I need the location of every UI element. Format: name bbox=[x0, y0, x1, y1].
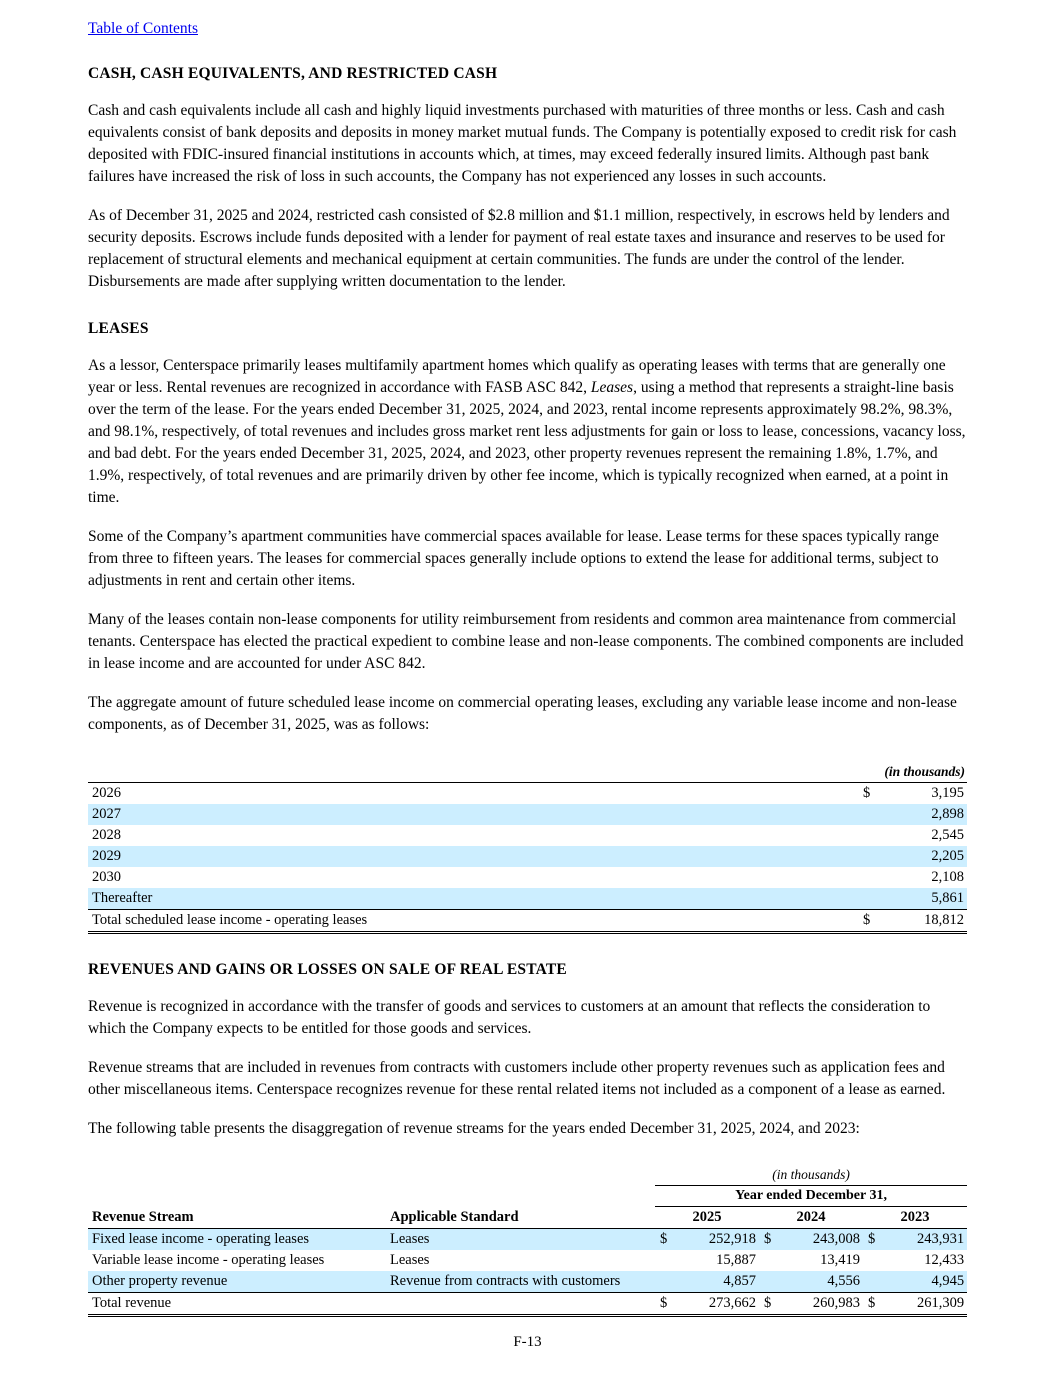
units-label: (in thousands) bbox=[88, 762, 967, 783]
period-row bbox=[88, 1186, 967, 1207]
leases-paragraph-1-text-after: , using a method that represents a straight-line basis over the term of the lease. For the years ended December 31, 2025, 2024, and 2023, rental income represents approximately 98.2%, 98.3%, and 98.1%, respectively, of total revenues and includes gross market rent less adjustments for gain or loss to lease, concessions, vacancy loss, and bad debt. For the years ended December 31, 2025, 2024, and 2023, other property revenues represent the remaining 1.8%, 1.7%, and 1.9%, respectively, of total revenues and are primarily driven by other fee income, which is typically recognized when earned, at a point in time. bbox=[88, 379, 966, 506]
table-total-row bbox=[88, 1293, 967, 1316]
total-value-cell: 261,309 bbox=[881, 1293, 967, 1316]
year-header: 2023 bbox=[863, 1207, 967, 1229]
leases-section-heading: LEASES bbox=[88, 320, 149, 337]
revenue-stream-header: Revenue Stream bbox=[88, 1207, 386, 1229]
table-row bbox=[88, 867, 967, 888]
dollar-sign-cell bbox=[858, 804, 882, 825]
value-cell: 3,195 bbox=[931, 785, 965, 801]
dollar-sign-cell: $ bbox=[655, 1229, 673, 1251]
units-row bbox=[88, 762, 967, 783]
leases-paragraph-2: Some of the Company’s apartment communities have commercial spaces available for lease. Lease terms for these spaces typically range from three to fifteen years. The leases for commercial spaces generally include options to extend the lease for additional terms, subject to adjustments in rent and certain other items. bbox=[88, 528, 939, 589]
dollar-sign-cell: $ bbox=[863, 1293, 881, 1316]
applicable-standard-header: Applicable Standard bbox=[386, 1207, 655, 1229]
dollar-sign-cell: $ bbox=[863, 785, 871, 801]
dollar-sign-cell: $ bbox=[759, 1293, 777, 1316]
table-row bbox=[88, 783, 967, 805]
value-cell: 252,918 bbox=[673, 1229, 759, 1251]
value-cell: 2,108 bbox=[931, 869, 965, 885]
lease-income-table bbox=[88, 762, 967, 934]
spacer-cell bbox=[386, 1293, 655, 1316]
table-of-contents-link[interactable]: Table of Contents bbox=[88, 20, 198, 37]
dollar-sign-cell: $ bbox=[863, 1229, 881, 1251]
value-cell: 2,898 bbox=[882, 804, 967, 825]
leases-paragraph-4: The aggregate amount of future scheduled lease income on commercial operating leases, excluding any variable lease income and non-lease components, as of December 31, 2025, was as follows: bbox=[88, 694, 957, 733]
leases-italic-term: Leases bbox=[590, 379, 634, 396]
revenue-section-heading: REVENUES AND GAINS OR LOSSES ON SALE OF REAL ESTATE bbox=[88, 961, 567, 978]
value-cell: 4,857 bbox=[673, 1271, 759, 1293]
units-row bbox=[88, 1165, 967, 1186]
total-label-cell: Total scheduled lease income - operating leases bbox=[88, 910, 858, 933]
stream-cell: Variable lease income - operating leases bbox=[92, 1252, 325, 1268]
table-row bbox=[88, 846, 967, 867]
cash-paragraph-2: As of December 31, 2025 and 2024, restricted cash consisted of $2.8 million and $1.1 million, respectively, in escrows held by lenders and security deposits. Escrows include funds deposited with a lender for payment of real estate taxes and insurance and reserves to be used for replacement of structural elements and mechanical equipment at certain communities. The funds are under the control of the lender. Disbursements are made after supplying written documentation to the lender. bbox=[88, 207, 950, 290]
cash-section-heading: CASH, CASH EQUIVALENTS, AND RESTRICTED CASH bbox=[88, 65, 498, 82]
total-label-cell: Total revenue bbox=[88, 1293, 386, 1316]
dollar-sign-cell bbox=[858, 846, 882, 867]
standard-cell: Leases bbox=[390, 1252, 430, 1268]
year-cell: 2030 bbox=[92, 869, 121, 885]
dollar-sign-cell bbox=[858, 867, 882, 888]
leases-paragraph-3: Many of the leases contain non-lease components for utility reimbursement from residents and common area maintenance from commercial tenants. Centerspace has elected the practical expedient to combine lease and non-lease components. The combined components are included in lease income and are accounted for under ASC 842. bbox=[88, 611, 964, 672]
standard-cell: Revenue from contracts with customers bbox=[386, 1271, 655, 1293]
year-header: 2025 bbox=[655, 1207, 759, 1229]
total-value-cell: 18,812 bbox=[882, 910, 967, 933]
standard-cell: Leases bbox=[386, 1229, 655, 1251]
total-value-cell: 260,983 bbox=[777, 1293, 863, 1316]
stream-cell: Fixed lease income - operating leases bbox=[88, 1229, 386, 1251]
table-row bbox=[88, 1250, 967, 1271]
value-cell: 2,205 bbox=[882, 846, 967, 867]
table-row bbox=[88, 888, 967, 910]
dollar-sign-cell bbox=[863, 1250, 881, 1271]
table-row bbox=[88, 1271, 967, 1293]
value-cell: 243,008 bbox=[777, 1229, 863, 1251]
spacer-cell bbox=[88, 1186, 655, 1207]
dollar-sign-cell bbox=[655, 1271, 673, 1293]
table-total-row bbox=[88, 910, 967, 933]
dollar-sign-cell bbox=[655, 1250, 673, 1271]
value-cell: 15,887 bbox=[716, 1252, 756, 1268]
year-cell: 2029 bbox=[88, 846, 858, 867]
value-cell: 4,945 bbox=[881, 1271, 967, 1293]
year-cell: 2027 bbox=[88, 804, 858, 825]
year-cell: 2026 bbox=[92, 785, 121, 801]
column-header-row bbox=[88, 1207, 967, 1229]
revenue-paragraph-3: The following table presents the disaggregation of revenue streams for the years ended December 31, 2025, 2024, and 2023: bbox=[88, 1120, 860, 1137]
table-row bbox=[88, 1229, 967, 1251]
table-row bbox=[88, 825, 967, 846]
leases-paragraph-1-text: As a lessor, Centerspace primarily leases multifamily apartment homes which qualify as operating leases with terms that are generally one year or less. Rental revenues are recognized in accordance with FASB ASC 842, bbox=[88, 357, 946, 396]
dollar-sign-cell: $ bbox=[759, 1229, 777, 1251]
stream-cell: Other property revenue bbox=[88, 1271, 386, 1293]
dollar-sign-cell bbox=[759, 1271, 777, 1293]
revenue-paragraph-1: Revenue is recognized in accordance with the transfer of goods and services to customers at an amount that reflects the consideration to which the Company expects to be entitled for those goods and services. bbox=[88, 998, 931, 1037]
dollar-sign-cell bbox=[863, 1271, 881, 1293]
page-number: F-13 bbox=[513, 1334, 542, 1350]
value-cell: 2,545 bbox=[931, 827, 965, 843]
revenue-paragraph-2: Revenue streams that are included in revenues from contracts with customers include other property revenues such as application fees and other miscellaneous items. Centerspace recognizes revenue for these rental related items not included as a component of a lease as earned. bbox=[88, 1059, 946, 1098]
cash-paragraph-1: Cash and cash equivalents include all cash and highly liquid investments purchased with maturities of three months or less. Cash and cash equivalents consist of bank deposits and deposits in money market mutual funds. The Company is potentially exposed to credit risk for cash deposited with FDIC-insured financial institutions in accounts which, at times, may exceed federally insured limits. Although past bank failures have increased the risk of loss in such accounts, the Company has not experienced any losses in such accounts. bbox=[88, 102, 957, 185]
dollar-sign-cell bbox=[858, 825, 882, 846]
total-value-cell: 273,662 bbox=[673, 1293, 759, 1316]
leases-paragraph-1 bbox=[88, 355, 967, 509]
value-cell: 13,419 bbox=[820, 1252, 860, 1268]
value-cell: 243,931 bbox=[881, 1229, 967, 1251]
table-row bbox=[88, 804, 967, 825]
value-cell: 12,433 bbox=[924, 1252, 965, 1268]
period-label: Year ended December 31, bbox=[655, 1186, 967, 1207]
units-label: (in thousands) bbox=[655, 1165, 967, 1186]
dollar-sign-cell: $ bbox=[858, 910, 882, 933]
dollar-sign-cell bbox=[759, 1250, 777, 1271]
revenue-disaggregation-table bbox=[88, 1165, 967, 1317]
spacer-cell bbox=[88, 1165, 655, 1186]
year-cell: Thereafter bbox=[88, 888, 858, 910]
dollar-sign-cell: $ bbox=[655, 1293, 673, 1316]
year-cell: 2028 bbox=[92, 827, 121, 843]
dollar-sign-cell bbox=[858, 888, 882, 910]
year-header: 2024 bbox=[759, 1207, 863, 1229]
value-cell: 4,556 bbox=[777, 1271, 863, 1293]
value-cell: 5,861 bbox=[882, 888, 967, 910]
